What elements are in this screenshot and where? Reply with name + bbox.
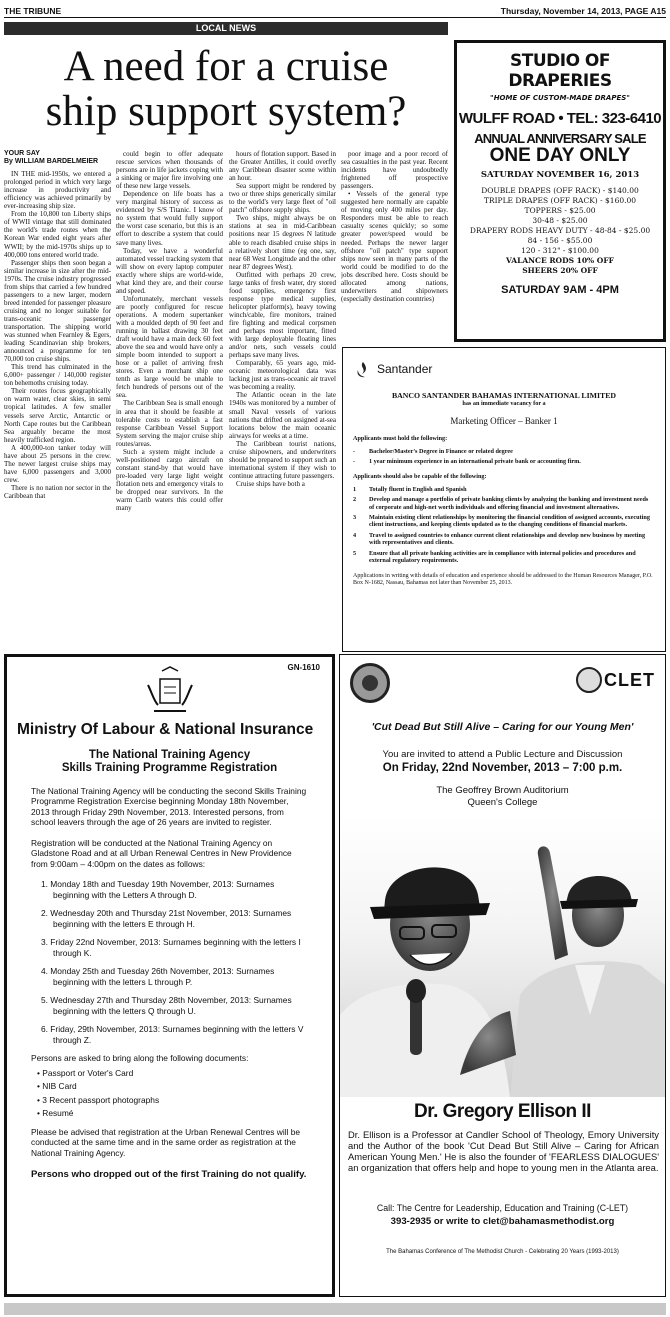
article-paragraph: Outfitted with perhaps 20 crew, large tanks of fresh water, dry stored food supplies, emergency first response type medical supplies, helicopter platform(s), heavy towing winch/cable, fire monitors, trained fire fighting and medical corpsmen and perhaps most important, fitted with large deployable floating lines and/or nets, such vessels could perhaps save many lives.	[229, 270, 336, 360]
article-paragraph: Two ships, might always be on stations at sea in mid-Caribbean positions near 15 degrees N latitude able to reach disabled cruise ships in a relatively short time (eg one, say, near 68 West Longitude and the other near 87 degrees West).	[229, 214, 336, 271]
registration-date-item: 1. Monday 18th and Tuesday 19th November, 2013: Surnames beginning with the Letters A through D.	[41, 879, 275, 900]
draperies-date: SATURDAY NOVEMBER 16, 2013	[480, 170, 640, 180]
col1-body	[4, 170, 111, 500]
registration-date-item: 3. Friday 22nd November, 2013: Surnames beginning with the letters I through K.	[41, 937, 301, 958]
article-paragraph: Unfortunately, merchant vessels are poorly configured for rescue operations. A modern supertanker with a moulded depth of 90 feet and running in ballast drawing 30 feet draft would have a main deck 60 feet above the sea and would have only a simple boom intended to support a hose or a pallet of arriving fresh stores. Even a merchant ship one tenth as large would be unable to fetch hundreds of persons out of the sea.	[116, 294, 223, 400]
item-text: Maintain existing client relationships by monitoring the financial condition of assigned accounts, executing client instructions, and keeping clients updated as to the changing conditions of financial markets.	[369, 514, 650, 529]
list-item	[353, 458, 655, 465]
list-item	[353, 486, 655, 493]
lecture-invite: You are invited to attend a Public Lecture and Discussion	[382, 749, 623, 760]
headline-line2: ship support system?	[45, 88, 407, 135]
article-paragraph: could begin to offer adequate rescue services when thousands of persons are in life jackets coping with a sinking or major fire involving one of these new large vessels.	[116, 150, 223, 191]
article-paragraph: The Caribbean tourist nations, cruise shipowners, and underwriters should be prepared to support such an international system if they wish to continue attracting future passengers.	[229, 439, 336, 480]
draperies-name: STUDIO OF DRAPERIES	[508, 51, 612, 91]
lecture-title: 'Cut Dead But Still Alive – Caring for our Young Men'	[371, 721, 634, 733]
article-paragraph: From the 10,800 ton Liberty ships of WWII vintage that still dominated the world's trade routes when the Korean War ended eight years after WWII; by the mid-1970s ships up to 400,000 tons entered world trade.	[4, 210, 111, 259]
article-paragraph: Cruise ships have both a	[236, 479, 305, 488]
section-label: LOCAL NEWS	[4, 22, 448, 35]
item-number: 2	[353, 496, 357, 504]
article-paragraph: Passenger ships then soon began a similar increase in size after the mid-1970s. The cruise industry progressed from ships that carried a few hundred passengers to a new larger, modern breed intended for passenger pleasure cruising and no longer suitable for trans-oceanic passenger transportation. The shipping world was stunned when Fearnley & Egers, leading Scandinavian ship brokers, announced a programme for ten 70,000 ton cruise ships.	[4, 258, 111, 364]
bullet-icon: •	[37, 1067, 43, 1078]
byline: By WILLIAM BARDELMEIER	[4, 158, 99, 166]
article-paragraph: The Atlantic ocean in the late 1940s was monitored by a number of small Naval vessels of various nations that drifted on assigned at-sea locations below the main oceanic airways for weeks at a time.	[229, 391, 336, 440]
speaker-name: Dr. Gregory Ellison II	[414, 1101, 591, 1122]
item-text: Develop and manage a portfolio of private banking clients by analyzing the banking and investment needs of corporate and high-net worth individuals and offering financial and investment alternatives.	[369, 496, 649, 511]
article-paragraph: Comparably, 65 years ago, mid-oceanic meteorological data was lacking just as trans-oceanic air travel was becoming a reality.	[229, 359, 336, 392]
ministry-code: GN-1610	[287, 663, 320, 672]
headline-line1: A need for a cruise	[63, 43, 389, 90]
price-line: DRAPERY RODS HEAVY DUTY - 48-84 - $25.00	[469, 226, 651, 235]
article-paragraph: poor image and a poor record of sea casualties in the past year. Recent incidents have undoubtedly frightened off prospective passengers.	[341, 150, 448, 191]
flame-icon	[353, 360, 373, 380]
methodist-seal	[350, 663, 390, 703]
ministry-registration: Registration will be conducted at the National Training Agency on Gladstone Road and at all Urban Renewal Centres in New Providence from 9:00am – 4:00pm on the dates as follows:	[31, 837, 292, 869]
speaker-bio: Dr. Ellison is a Professor at Candler School of Theology, Emory University and the Author of the book 'Cut Dead But Still Alive – Caring for African American Young Men.' He is also the founder of 'FEARLESS DIALOGUES' an organization that offers help and hope to young men in the Atlanta area.	[348, 1129, 659, 1173]
document-item	[37, 1081, 308, 1092]
item-number: 4	[353, 531, 357, 539]
article-paragraph: Dependence on life boats has a very marginal history of success as evidenced by S/S Titanic. I know of no system that would fully support the worst case scenario, but this is an effort to describe a system that could save many lives.	[116, 190, 223, 247]
registration-date-item: 2. Wednesday 20th and Thursday 21st November, 2013: Surnames beginning with the letters E through H.	[41, 908, 292, 929]
document-label: Passport or Voter's Card	[42, 1067, 134, 1078]
article-paragraph: • Vessels of the general type suggested here normally are capable of moving only 400 miles per day. Responders must be able to reach casualty scenes quickly; so some greater power/speed would be needed. Perhaps the newer larger offshore "oil patch" type support ships now seen in many parts of the world could be modified to do the jobs described here. Costs should be allocated among nations, underwriters and shipowners (especially destination countries)	[341, 190, 448, 303]
santander-abilities	[353, 486, 655, 565]
article-column-3	[229, 150, 336, 640]
ministry-intro: The National Training Agency will be conducting the second Skills Training Programme Registration Exercise beginning Monday 18th November, 2013 through Friday 29th November, 2013. Interested persons, from school leavers through the age of 26 years are invited to register.	[31, 785, 307, 827]
item-number: -	[353, 447, 356, 455]
item-number: 1	[353, 485, 357, 493]
list-item	[353, 514, 655, 529]
coat-of-arms-icon	[140, 665, 200, 717]
clet-logo	[576, 667, 655, 693]
document-label: Resumé	[42, 1108, 74, 1118]
documents-title: Persons are asked to bring along the following documents:	[31, 1053, 249, 1063]
article-paragraph: This trend has culminated in the 6,000+ passenger / 140,000 register ton behemoths cruising today.	[4, 363, 111, 388]
bullet-icon: •	[37, 1094, 43, 1105]
lecture-venue2: Queen's College	[467, 797, 538, 808]
dateline: Thursday, November 14, 2013, PAGE A15	[500, 6, 666, 16]
article-paragraph: Today, we have a wonderful automated vessel tracking system that will show on every laptop computer exactly where ships are world-wide, what kind they are, and their course and speed.	[116, 246, 223, 295]
price-line: TOPPERS - $25.00	[524, 206, 596, 215]
document-label: 3 Recent passport photographs	[42, 1094, 160, 1105]
article-paragraph: A 400,000-ton tanker today will have about 25 persons in the crew. The newer largest cruise ships may have 6,000 passengers and 3,000 crew.	[4, 443, 111, 484]
bottom-bar	[4, 1303, 666, 1315]
price-line: VALANCE RODS 10% OFF	[506, 256, 614, 265]
article-paragraph: The Caribbean Sea is small enough in area that it should be feasible at tolerable costs to establish a fast response Caribbean Vessel Support System serving the major cruise ship routes/areas.	[116, 399, 223, 448]
document-label: NIB Card	[42, 1081, 77, 1091]
list-item	[353, 532, 655, 547]
santander-logo	[353, 360, 655, 380]
programme-title: Skills Training Programme Registration	[61, 762, 278, 774]
list-item	[353, 448, 655, 455]
article-paragraph: Sea support might be rendered by two or three ships generically similar to the world's very large fleet of "oil patch" offshore supply ships.	[229, 182, 336, 215]
price-line: SHEERS 20% OFF	[522, 266, 598, 275]
draperies-price-list	[457, 186, 663, 276]
speaker-illustration	[340, 815, 665, 1097]
coat-of-arms	[140, 665, 200, 717]
price-line: TRIPLE DRAPES (OFF RACK) - $160.00	[483, 196, 637, 205]
seal-inner	[362, 675, 378, 691]
draperies-hours: SATURDAY 9AM - 4PM	[501, 284, 619, 296]
document-item	[37, 1068, 308, 1079]
draperies-ad	[454, 40, 666, 342]
ministry-name: Ministry Of Labour & National Insurance	[17, 721, 314, 738]
registration-date-item: 6. Friday, 29th November, 2013: Surnames beginning with the letters V through Z.	[41, 1024, 304, 1045]
bullet-icon: •	[37, 1108, 43, 1118]
list-item	[353, 496, 655, 511]
price-line: 84 - 156 - $55.00	[527, 236, 593, 245]
santander-company: BANCO SANTANDER BAHAMAS INTERNATIONAL LIMITED	[391, 391, 617, 400]
lecture-footer: The Bahamas Conference of The Methodist Church - Celebrating 20 Years (1993-2013)	[386, 1249, 619, 1255]
article-paragraph: IN THE mid-1950s, we entered a prolonged period in which very large increase in productivity and efficiency was achieved primarily by ever-increasing ship size.	[4, 170, 111, 211]
price-line: 30-48 - $25.00	[532, 216, 588, 225]
item-text: Ensure that all private banking activities are in compliance with internal policies and procedures and external regulatory requirements.	[369, 549, 636, 565]
price-line: DOUBLE DRAPES (OFF RACK) - $140.00	[481, 186, 639, 195]
ministry-closing: Persons who dropped out of the first Training do not qualify.	[31, 1169, 307, 1180]
item-number: 3	[353, 514, 357, 522]
draperies-one-day: ONE DAY ONLY	[489, 145, 631, 166]
draperies-sale: ANNUAL ANNIVERSARY SALE	[474, 131, 646, 146]
registration-date-item: 4. Monday 25th and Tuesday 26th November, 2013: Surnames beginning with the letters L through P.	[41, 966, 275, 987]
clet-mark	[576, 667, 602, 693]
registration-date-item: 5. Wednesday 27th and Thursday 28th November, 2013: Surnames beginning with the letters Q through U.	[41, 995, 292, 1016]
document-item	[37, 1095, 308, 1106]
clet-text: CLET	[604, 669, 655, 690]
draperies-address: WULFF ROAD • TEL: 323-6410	[458, 110, 662, 127]
header-rule	[4, 17, 666, 18]
santander-vacancy: has an immediate vacancy for a	[462, 400, 546, 408]
santander-req-title: Applicants must hold the following:	[353, 435, 448, 443]
article-paragraph: hours of flotation support. Based in the Greater Antilles, it could overfly any Caribbean disaster scene within an hour.	[229, 150, 336, 183]
article-column-1	[4, 150, 111, 640]
ministry-ad	[4, 654, 335, 1297]
article-column-2	[116, 150, 223, 640]
item-text: Totally fluent in English and Spanish	[369, 485, 467, 493]
santander-logo-text: Santander	[377, 362, 433, 377]
item-text: Travel to assigned countries to enhance current client relationships and develop new business by meeting with representatives and clients.	[369, 531, 646, 547]
draperies-tagline: "HOME OF CUSTOM-MADE DRAPES"	[490, 94, 630, 102]
bullet-icon: •	[37, 1081, 43, 1091]
speaker-photo	[340, 815, 665, 1097]
article-paragraph: Such a system might include a well-positioned cargo aircraft on constant stand-by that would have pre-loaded very large light weight flotation nets and emergency vitals to be dropped near survivors. In the warm Carib waters this could offer many	[116, 447, 223, 513]
article-paragraph: Their routes focus geographically on warm water, clear skies, in semi tropical latitudes. A few smaller vessels serve Arctic, Antarctic or North Cape routes but the Caribbean Sea arguably became the most heavily trafficked region.	[4, 387, 111, 444]
article-paragraph: There is no nation nor sector in the Caribbean that	[4, 483, 111, 500]
santander-footer: Applications in writing with details of education and experience should be addressed to the Human Resources Manager, P.O. Box N-1682, Nassau, Bahamas not later than November 25, 2013.	[353, 572, 653, 586]
registration-dates	[31, 879, 308, 1045]
santander-position: Marketing Officer – Banker 1	[450, 415, 558, 426]
column-name: YOUR SAY	[4, 150, 40, 157]
lecture-call: Call: The Centre for Leadership, Education and Training (C-LET)	[376, 1203, 629, 1213]
item-number: -	[353, 458, 356, 466]
headline	[4, 44, 448, 134]
document-item	[37, 1108, 308, 1119]
santander-requirements	[353, 448, 655, 466]
lecture-when: On Friday, 22nd November, 2013 – 7:00 p.m.	[382, 762, 623, 774]
santander-abil-title: Applicants should also be capable of the following:	[353, 473, 487, 481]
price-line: 120 - 312" - $100.00	[521, 246, 599, 255]
ministry-advice: Please be advised that registration at the Urban Renewal Centres will be conducted at the same time and in the same order as registration at the National Training Agency.	[31, 1126, 301, 1158]
list-item	[353, 550, 655, 565]
documents-list	[31, 1068, 308, 1119]
item-number: 5	[353, 549, 357, 557]
santander-ad	[342, 347, 666, 652]
lecture-phone: 393-2935 or write to clet@bahamasmethodist.org	[390, 1216, 615, 1227]
item-text: Bachelor/Master's Degree in Finance or related degree	[369, 447, 513, 455]
item-text: 1 year minimum experience in an international private bank or accounting firm.	[369, 458, 581, 466]
lecture-ad	[339, 654, 666, 1297]
paper-name: THE TRIBUNE	[4, 6, 62, 16]
agency-name: The National Training Agency	[88, 748, 251, 761]
lecture-venue1: The Geoffrey Brown Auditorium	[436, 785, 569, 796]
